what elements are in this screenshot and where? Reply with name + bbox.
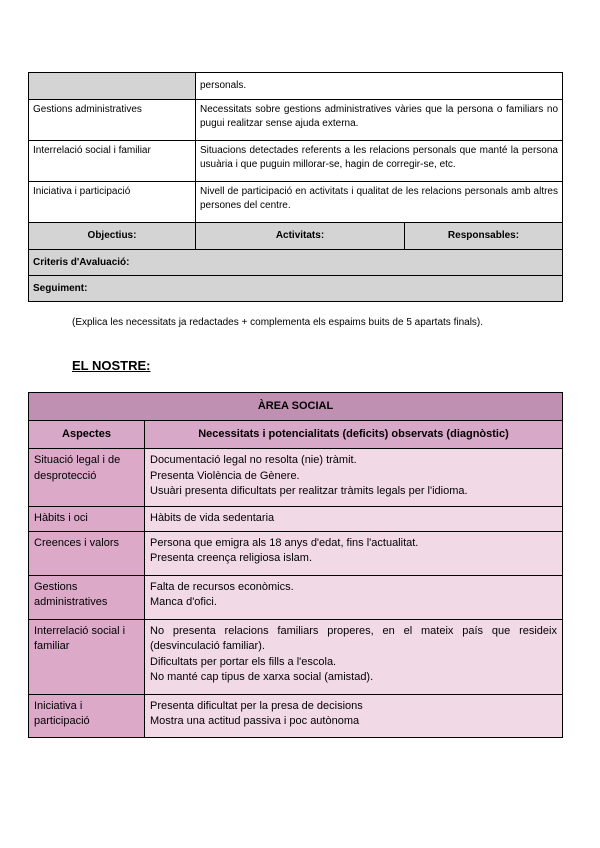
observation-line: Dificultats per portar els fills a l'escola. bbox=[150, 655, 337, 668]
observation-line: Manca d'ofici. bbox=[150, 596, 217, 608]
needs-definition-table bbox=[28, 72, 563, 302]
aspect-cell: Hàbits i oci bbox=[29, 507, 145, 532]
observation-line: No presenta relacions familiars properes, en el mateix país que resideix (desvinculació familiar). bbox=[150, 624, 557, 652]
aspect-cell: Interrelació social i familiar bbox=[29, 619, 145, 694]
section-heading: EL NOSTRE: bbox=[72, 358, 151, 373]
table-row bbox=[29, 694, 563, 737]
observation-line: Falta de recursos econòmics. bbox=[150, 580, 294, 593]
observations-cell bbox=[145, 619, 563, 694]
definition-cell: Situacions detectades referents a les relacions personals que manté la persona usuària i que puguin millorar-se, hagin de corregir-se, etc. bbox=[196, 141, 563, 182]
observation-line: Usuàri presenta dificultats per realitzar tràmits legals per l'idioma. bbox=[150, 485, 468, 497]
aspect-label: Interrelació social i familiar bbox=[29, 141, 196, 182]
aspect-cell: Gestions administratives bbox=[29, 575, 145, 619]
table-row bbox=[29, 531, 563, 575]
activitats-header: Activitats: bbox=[196, 223, 405, 250]
aspect-cell: Creences i valors bbox=[29, 531, 145, 575]
table-row bbox=[29, 507, 563, 532]
observations-cell bbox=[145, 507, 563, 532]
aspect-cell: Iniciativa i participació bbox=[29, 694, 145, 737]
table-title: ÀREA SOCIAL bbox=[29, 393, 563, 421]
table-row bbox=[29, 449, 563, 507]
observation-line: Presenta dificultat per la presa de decisions bbox=[150, 699, 363, 712]
instruction-note: (Explica les necessitats ja redactades + complementa els espaims buits de 5 apartats finals). bbox=[72, 317, 484, 328]
definition-cell: Nivell de participació en activitats i qualitat de les relacions personals amb altres persones del centre. bbox=[196, 182, 563, 223]
observations-cell bbox=[145, 575, 563, 619]
aspect-label: Iniciativa i participació bbox=[29, 182, 196, 223]
necessitats-header: Necessitats i potencialitats (deficits) observats (diagnòstic) bbox=[145, 421, 563, 449]
definition-cell: personals. bbox=[196, 73, 563, 100]
observations-cell bbox=[145, 449, 563, 507]
observation-line: Documentació legal no resolta (nie) tràmit. bbox=[150, 454, 357, 466]
responsables-header: Responsables: bbox=[405, 223, 563, 250]
aspect-label: Gestions administratives bbox=[29, 100, 196, 141]
table-row bbox=[29, 575, 563, 619]
empty-label-cell bbox=[29, 73, 196, 100]
observation-line: Presenta Violència de Gènere. bbox=[150, 469, 300, 482]
observation-line: Mostra una actitud passiva i poc autònoma bbox=[150, 715, 360, 727]
seguiment-row: Seguiment: bbox=[29, 276, 563, 302]
table-row bbox=[29, 619, 563, 694]
aspect-cell: Situació legal i de desprotecció bbox=[29, 449, 145, 507]
aspectes-header: Aspectes bbox=[29, 421, 145, 449]
criteris-row: Criteris d'Avaluació: bbox=[29, 250, 563, 276]
observation-line: Persona que emigra als 18 anys d'edat, fins l'actualitat. bbox=[150, 536, 419, 549]
observation-line: No manté cap tipus de xarxa social (amistad). bbox=[150, 671, 374, 683]
observations-cell bbox=[145, 531, 563, 575]
definition-cell: Necessitats sobre gestions administratives vàries que la persona o familiars no pugui realitzar sense ajuda externa. bbox=[196, 100, 563, 141]
social-area-table bbox=[28, 392, 563, 738]
observation-line: Presenta creença religiosa islam. bbox=[150, 552, 313, 564]
observation-line: Hàbits de vida sedentaria bbox=[150, 512, 275, 524]
observations-cell bbox=[145, 694, 563, 737]
objectius-header: Objectius: bbox=[29, 223, 196, 250]
